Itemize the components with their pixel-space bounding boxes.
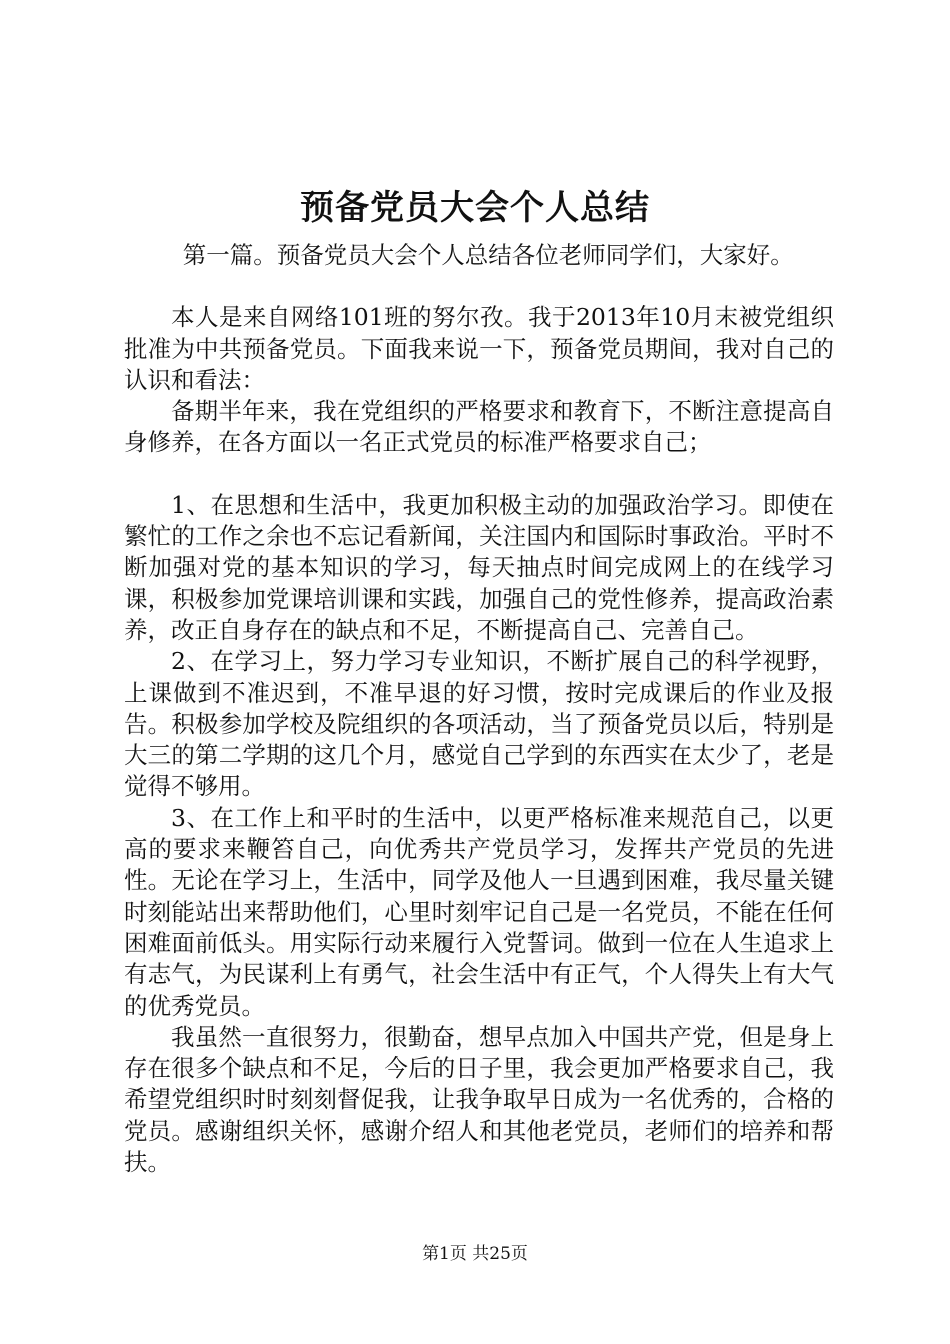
paragraph-overview: 备期半年来，我在党组织的严格要求和教育下，不断注意提高自身修养，在各方面以一名正式党员的标准严格要求自己； xyxy=(124,397,834,457)
paragraph-spacer xyxy=(124,459,834,490)
document-body xyxy=(124,240,834,1178)
paragraph-point-2: 2、在学习上，努力学习专业知识，不断扩展自己的科学视野，上课做到不准迟到，不准早退的好习惯，按时完成课后的作业及报告。积极参加学校及院组织的各项活动，当了预备党员以后，特别是大三的第二学期的这几个月，感觉自己学到的东西实在太少了，老是觉得不够用。 xyxy=(124,647,834,801)
paragraph-point-1: 1、在思想和生活中，我更加积极主动的加强政治学习。即使在繁忙的工作之余也不忘记看新闻，关注国内和国际时事政治。平时不断加强对党的基本知识的学习，每天抽点时间完成网上的在线学习课，积极参加党课培训课和实践，加强自己的党性修养，提高政治素养，改正自身存在的缺点和不足，不断提高自己、完善自己。 xyxy=(124,490,834,644)
page-number-footer: 第1页 共25页 xyxy=(422,1244,528,1264)
paragraph-spacer xyxy=(124,271,834,302)
paragraph-point-3: 3、在工作上和平时的生活中，以更严格标准来规范自己，以更高的要求来鞭笞自己，向优秀共产党员学习，发挥共产党员的先进性。无论在学习上，生活中，同学及他人一旦遇到困难，我尽量关键时刻能站出来帮助他们，心里时刻牢记自己是一名党员，不能在任何困难面前低头。用实际行动来履行入党誓词。做到一位在人生追求上有志气，为民谋利上有勇气，社会生活中有正气，个人得失上有大气的优秀党员。 xyxy=(124,803,834,1020)
paragraph-intro: 第一篇。预备党员大会个人总结各位老师同学们，大家好。 xyxy=(182,241,794,269)
paragraph-self-intro: 本人是来自网络101班的努尔孜。我于2013年10月末被党组织批准为中共预备党员。下面我来说一下，预备党员期间，我对自己的认识和看法： xyxy=(124,303,834,394)
paragraph-conclusion: 我虽然一直很努力，很勤奋，想早点加入中国共产党，但是身上存在很多个缺点和不足，今后的日子里，我会更加严格要求自己，我希望党组织时时刻刻督促我，让我争取早日成为一名优秀的，合格的党员。感谢组织关怀，感谢介绍人和其他老党员，老师们的培养和帮扶。 xyxy=(124,1022,834,1177)
document-title: 预备党员大会个人总结 xyxy=(300,188,650,228)
